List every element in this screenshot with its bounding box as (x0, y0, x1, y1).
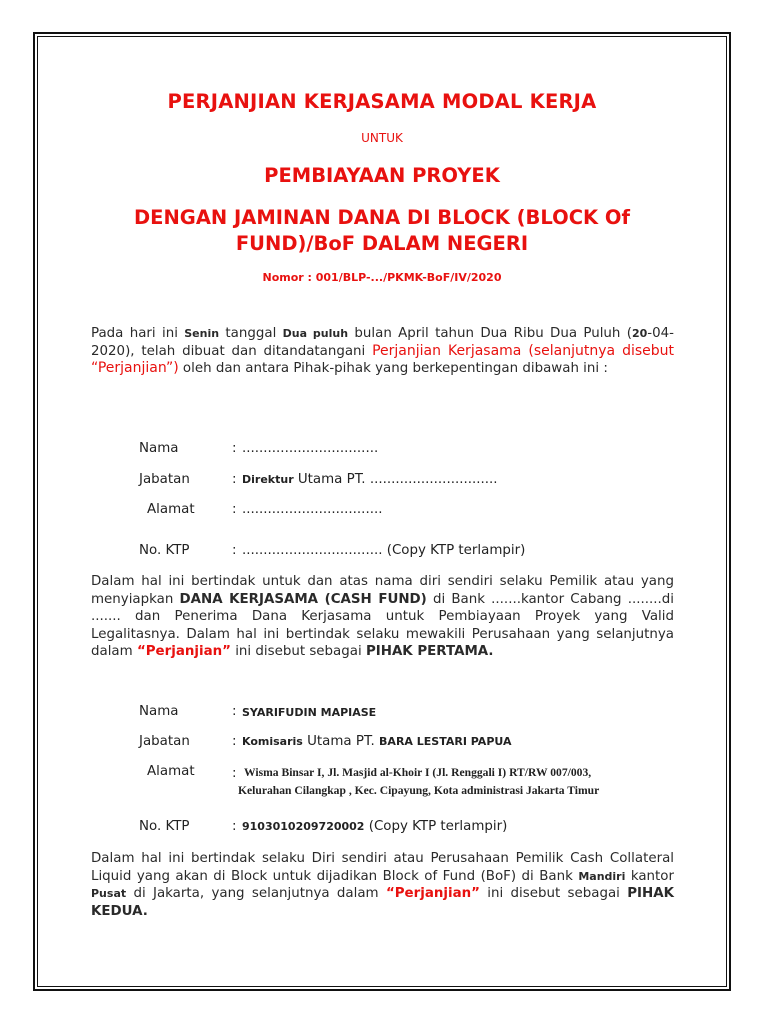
party1-nama-row (0, 441, 768, 461)
party2-alamat-row (0, 764, 768, 804)
party1-description (91, 573, 674, 661)
party1-ktp-value: ................................. (Copy KTP terlampir) (242, 543, 526, 558)
party2-jabatan-label: Jabatan (139, 734, 190, 749)
party2-description (91, 850, 674, 920)
party2-ktp-number: 9103010209720002 (242, 820, 365, 833)
document-title: PERJANJIAN KERJASAMA MODAL KERJA (167, 90, 597, 113)
party1-desc-c: ini disebut sebagai (230, 644, 366, 660)
party2-nama-value: SYARIFUDIN MAPIASE (242, 706, 377, 719)
party1-ktp-row (0, 543, 768, 563)
party2-alamat-label: Alamat (147, 764, 195, 779)
title-jaminan-line1: DENGAN JAMINAN DANA DI BLOCK (BLOCK Of (133, 206, 630, 229)
intro-text-d: -04-2020), telah dibuat dan ditandatangani (91, 326, 674, 359)
intro-text-b: tanggal (219, 326, 283, 341)
title-jaminan (37, 205, 727, 257)
intro-text-c: bulan April tahun Dua Ribu Dua Puluh ( (348, 326, 632, 341)
colon: : (232, 441, 237, 456)
party2-desc-d: ini disebut sebagai (479, 886, 628, 902)
party2-nama-label: Nama (139, 704, 179, 719)
party2-desc-bank: Mandiri (578, 869, 626, 883)
party2-company: BARA LESTARI PAPUA (379, 735, 512, 748)
party1-alamat-label: Alamat (147, 502, 195, 517)
colon: : (232, 766, 237, 781)
intro-text-a: Pada hari ini (91, 326, 185, 341)
party2-ktp-row (0, 819, 768, 839)
party1-jabatan-label: Jabatan (139, 472, 190, 487)
party2-ktp-note: (Copy KTP terlampir) (364, 819, 508, 834)
party1-jabatan-value (242, 472, 498, 487)
title-pembiayaan: PEMBIAYAAN PROYEK (264, 164, 500, 187)
party2-jabatan-value (242, 734, 512, 749)
party1-nama-label: Nama (139, 441, 179, 456)
party2-desc-perjanjian: “Perjanjian” (385, 886, 480, 902)
party1-desc-perjanjian: “Perjanjian” (136, 644, 231, 660)
colon: : (232, 819, 237, 834)
party1-desc-a: Dalam hal ini bertindak untuk dan atas nama diri sendiri selaku Pemilik atau yang menyiapkan (91, 574, 674, 607)
document-number: Nomor : 001/BLP-.../PKMK-BoF/IV/2020 (262, 271, 502, 284)
party2-nama-row (0, 704, 768, 724)
party2-desc-pusat: Pusat (91, 887, 127, 901)
party2-desc-b: kantor (625, 868, 674, 884)
title-jaminan-line2: FUND)/BoF DALAM NEGERI (235, 232, 529, 255)
intro-date-num: 20 (631, 327, 648, 340)
party1-jabatan-small: Direktur (242, 473, 294, 486)
party2-jabatan-mid: Utama PT. (302, 734, 380, 749)
colon: : (232, 502, 237, 517)
party2-ktp-label: No. KTP (139, 819, 190, 834)
party1-alamat-row (0, 502, 768, 522)
party2-jabatan-small: Komisaris (242, 735, 303, 748)
party2-ktp-value (242, 819, 507, 834)
party1-desc-pihak-pertama: PIHAK PERTAMA. (365, 644, 494, 660)
party2-desc-c: di Jakarta, yang selanjutnya dalam (126, 886, 386, 902)
party1-ktp-label: No. KTP (139, 543, 190, 558)
intro-text-e: oleh dan antara Pihak-pihak yang berkepentingan dibawah ini : (178, 361, 608, 377)
party2-desc-a: Dalam hal ini bertindak selaku Diri sendiri atau Perusahaan Pemilik Cash Collateral Liquid yang akan di Block untuk dijadikan Block of Fund (BoF) di Bank (91, 851, 674, 884)
intro-red-text: Perjanjian Kerjasama (selanjutnya disebut “Perjanjian”) (91, 342, 675, 377)
party2-alamat-line1: Wisma Binsar I, Jl. Masjid al-Khoir I (Jl. Renggali I) RT/RW 007/003, (244, 766, 592, 779)
intro-paragraph (91, 325, 674, 378)
party2-alamat-line2: Kelurahan Cilangkap , Kec. Cipayung, Kota administrasi Jakarta Timur (238, 784, 600, 797)
party2-desc-pihak-kedua: PIHAK KEDUA. (91, 886, 674, 919)
party1-alamat-value: ................................. (242, 502, 383, 517)
colon: : (232, 543, 237, 558)
intro-date-word: Dua puluh (282, 327, 349, 340)
intro-day: Senin (184, 327, 220, 340)
party1-jabatan-row (0, 472, 768, 492)
title-untuk: UNTUK (361, 131, 403, 145)
colon: : (232, 704, 237, 719)
party1-desc-cash-fund: DANA KERJASAMA (CASH FUND) (179, 591, 427, 607)
party1-jabatan-text: Utama PT. .............................. (293, 472, 498, 487)
colon: : (232, 734, 237, 749)
party2-jabatan-row (0, 734, 768, 754)
party1-desc-b: di Bank .......kantor Cabang ........di ....... dan Penerima Dana Kerjasama untuk Pembiayaan Proyek yang Valid Legalitasnya. Dalam hal ini bertindak selaku mewakili Perusahaan yang selanjutnya dalam (91, 591, 674, 660)
colon: : (232, 472, 237, 487)
party1-nama-value: ................................ (242, 441, 379, 456)
